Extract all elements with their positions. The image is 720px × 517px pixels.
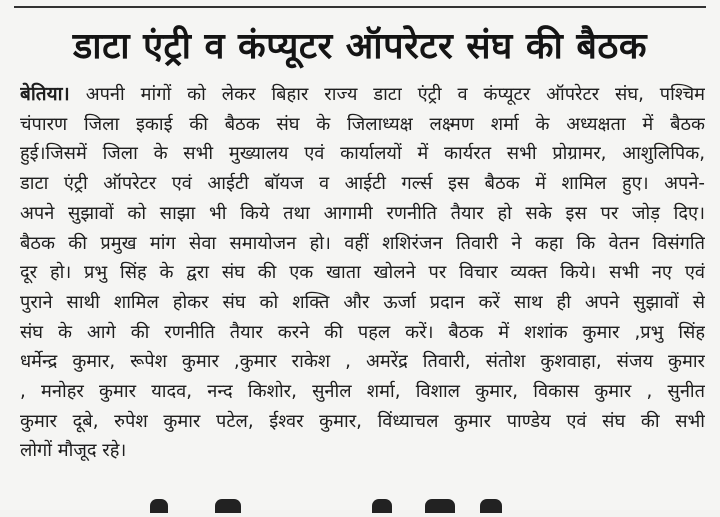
top-rule xyxy=(14,6,706,8)
dateline: बेतिया। xyxy=(20,83,70,105)
cut-off-next-headline xyxy=(0,497,720,517)
article-line-13: लोगों मौजूद रहे। xyxy=(20,440,127,462)
cut-glyph xyxy=(480,499,502,513)
article-line-11: , मनोहर कुमार यादव, नन्द किशोर, सुनील शर्मा, विशाल कुमार, विकास कुमार , सुनीत xyxy=(20,381,705,403)
cut-glyph xyxy=(425,499,455,513)
article-line-3: हुई।जिसमें जिला के सभी मुख्यालय एवं कार्यालयों में कार्यरत सभी प्रोग्रामर, आशुलिपिक, xyxy=(20,143,705,165)
article-line-9: संघ के आगे की रणनीति तैयार करने की पहल करें। बैठक में शशांक कुमार ,प्रभु सिंह xyxy=(20,321,705,343)
article-line-1: बेतिया। अपनी मांगों को लेकर बिहार राज्य डाटा एंट्री व कंप्यूटर ऑपरेटर संघ, पश्चिम xyxy=(20,83,705,105)
article-line-6: बैठक की प्रमुख मांग सेवा समायोजन हो। वहीं शशिरंजन तिवारी ने कहा कि वेतन विसंगति xyxy=(20,232,705,254)
headline: डाटा एंट्री व कंप्यूटर ऑपरेटर संघ की बैठक xyxy=(73,26,647,67)
article-line-4: डाटा एंट्री ऑपरेटर एवं आईटी बॉयज व आईटी गर्ल्स इस बैठक में शामिल हुए। अपने- xyxy=(20,173,705,195)
article-line-12: कुमार दूबे, रुपेश कुमार पटेल, ईश्वर कुमार, विंध्याचल कुमार पाण्डेय एवं संघ की सभी xyxy=(20,410,705,432)
article-line-7: दूर हो। प्रभु सिंह के द्वरा संघ की एक खाता खोलने पर विचार व्यक्त किये। सभी नए एवं xyxy=(20,262,705,284)
cut-glyph xyxy=(150,499,168,513)
article-body xyxy=(20,80,705,466)
article-line-2: चंपारण जिला इकाई की बैठक संघ के जिलाध्यक्ष लक्ष्मण शर्मा के अध्यक्षता में बैठक xyxy=(20,113,705,135)
article-line-10: धर्मेन्द्र कुमार, रूपेश कुमार ,कुमार राकेश , अमरेंद्र तिवारी, संतोश कुशवाहा, संजय कुमार xyxy=(20,351,705,373)
cut-glyph xyxy=(372,499,392,513)
cut-glyph xyxy=(215,499,241,513)
article-line-5: अपने सुझावों को साझा भी किये तथा आगामी रणनीति तैयार हो सके इस पर जोड़ दिए। xyxy=(20,202,705,224)
article-line-8: पुराने साथी शामिल होकर संघ को शक्ति और ऊर्जा प्रदान करें साथ ही अपने सुझावों से xyxy=(20,291,705,313)
